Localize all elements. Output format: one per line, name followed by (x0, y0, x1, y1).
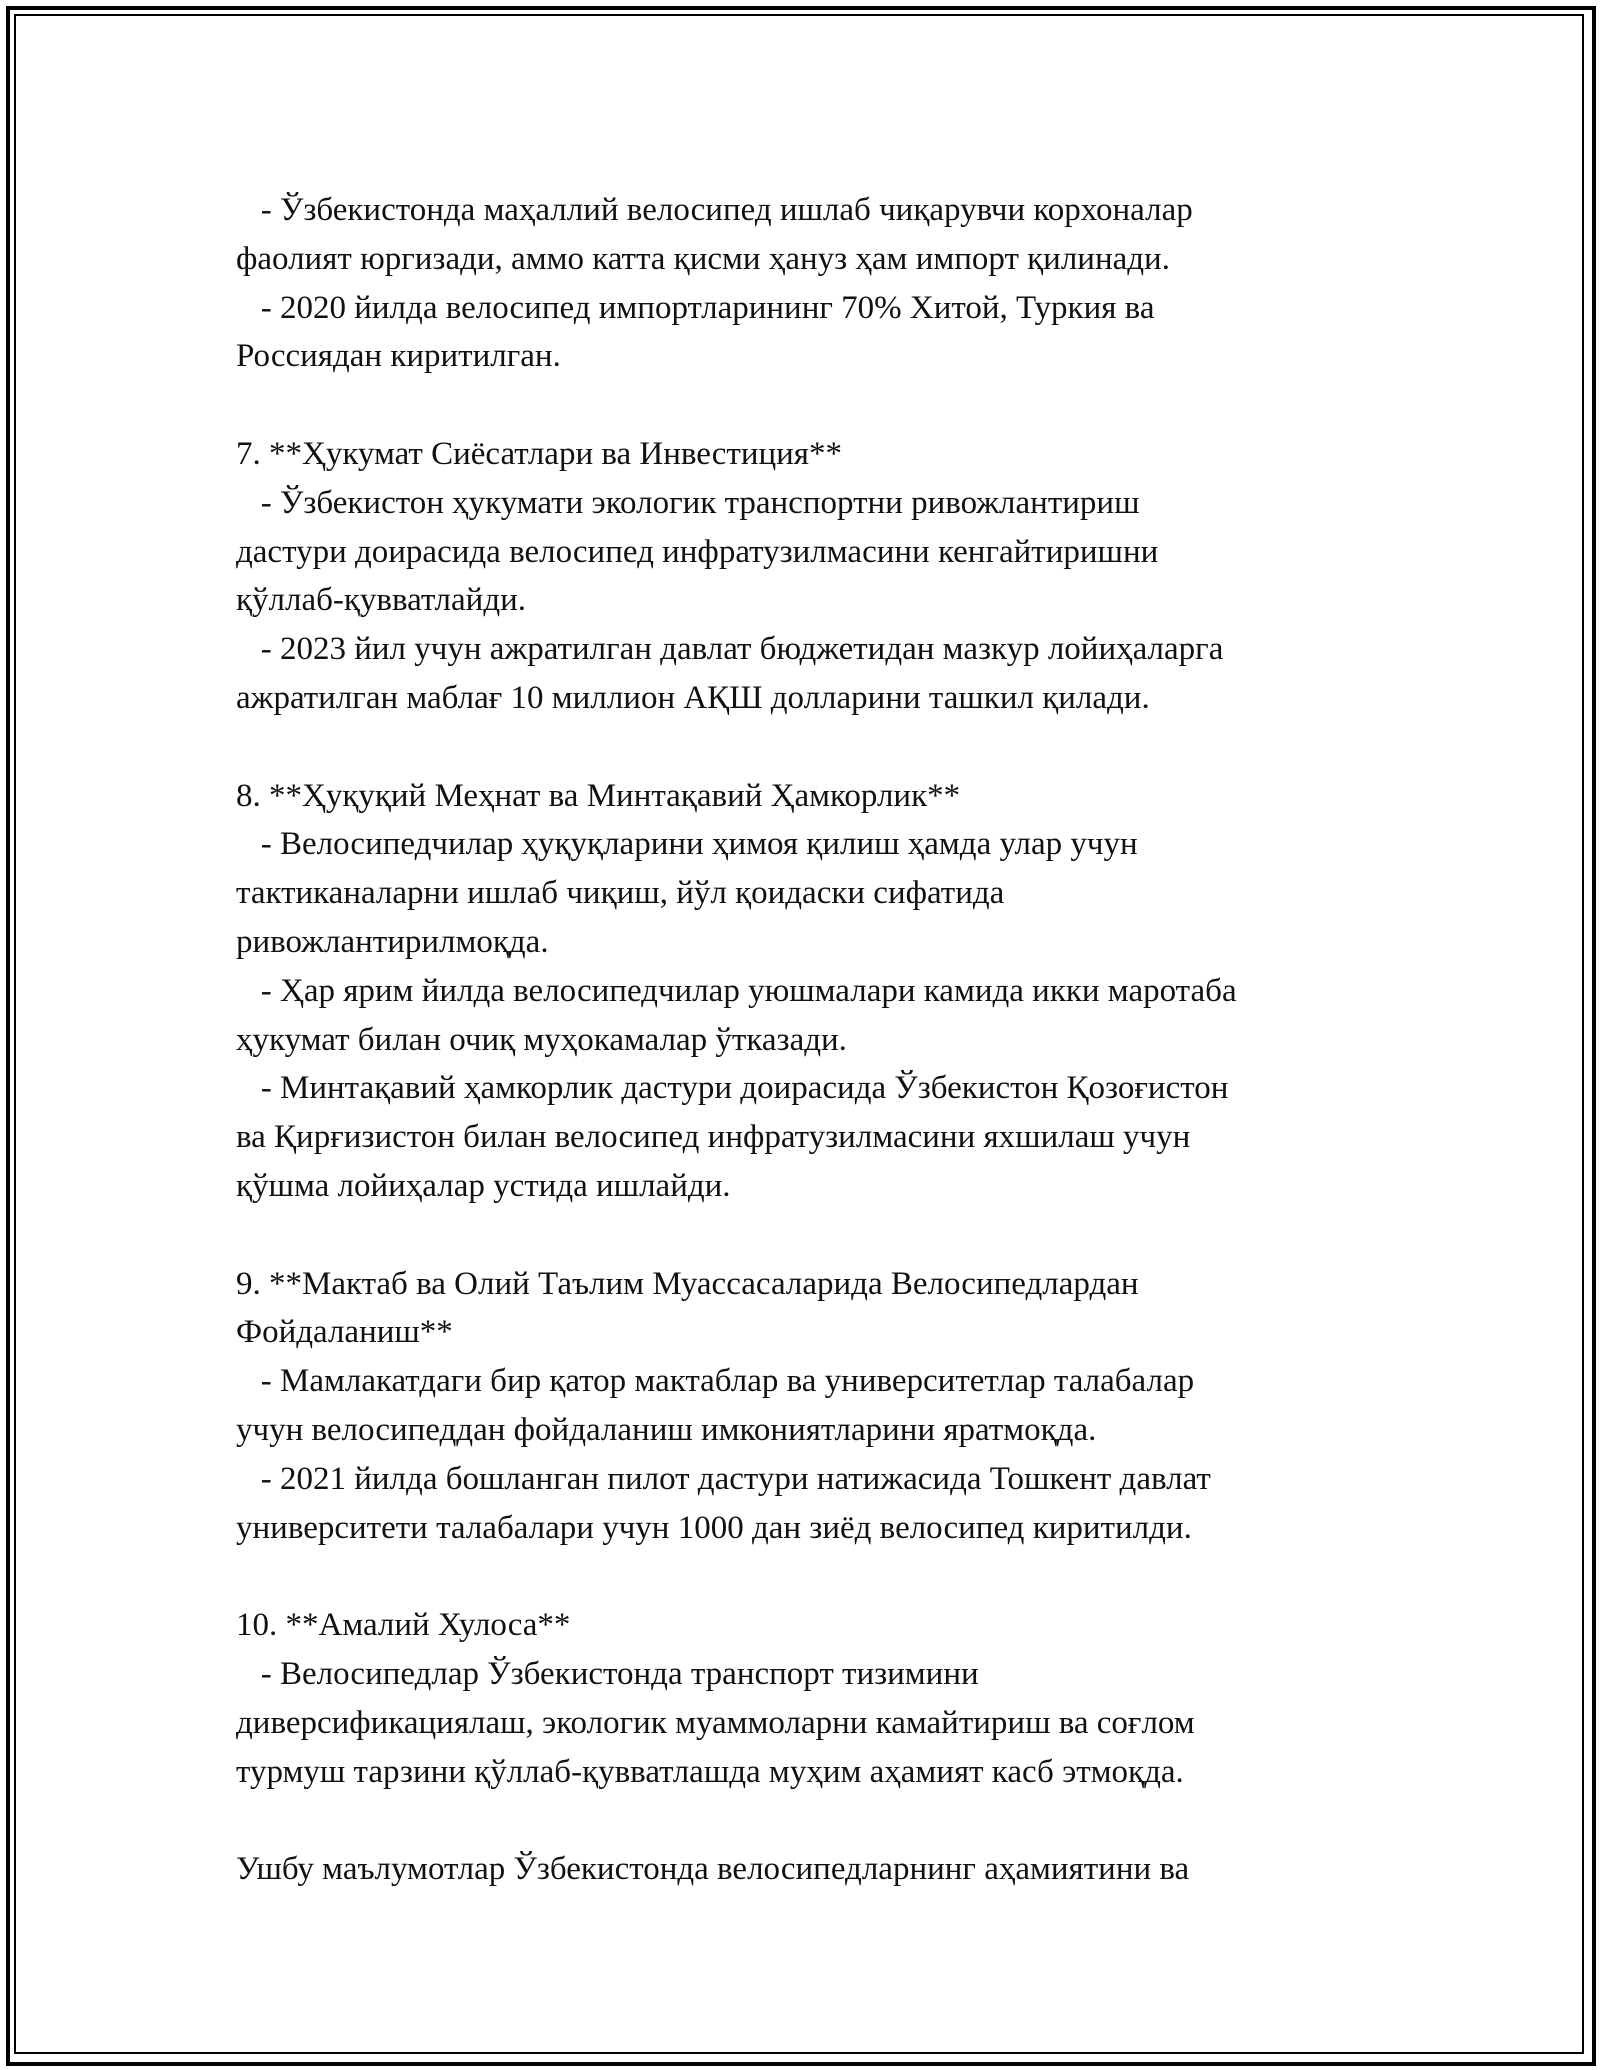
section-heading-7: 7. **Ҳукумат Сиёсатлари ва Инвестиция** (236, 435, 842, 472)
paragraph: - Ўзбекистон ҳукумати экологик транспортни ривожлантириш дастури доирасида велосипед инфратузилмасини кенгайтиришни қўллаб-қувватлайди. (236, 484, 1159, 619)
paragraph: - 2023 йил учун ажратилган давлат бюджетидан мазкур лойиҳаларга ажратилган маблағ 10 миллион АҚШ долларини ташкил қилади. (236, 631, 1224, 716)
paragraph: - 2020 йилда велосипед импортларининг 70% Хитой, Туркия ва Россиядан киритилган. (236, 289, 1155, 375)
paragraph-spacer (236, 723, 1416, 772)
paragraph: - 2021 йилда бошланган пилот дастури натижасида Тошкент давлат университети талабалари учун 1000 дан зиёд велосипед киритилди. (236, 1460, 1211, 1546)
paragraph: - Велосипедлар Ўзбекистонда транспорт тизимини диверсификациялаш, экологик муаммоларни камайтириш ва соғлом турмуш тарзини қўллаб-қувватлашда муҳим аҳамият касб этмоқда. (236, 1655, 1195, 1790)
document-body (236, 186, 1416, 1894)
paragraph-spacer (236, 1211, 1416, 1260)
paragraph: - Ҳар ярим йилда велосипедчилар уюшмалари камида икки маротаба ҳукумат билан очиқ муҳокамалар ўтказади. (236, 972, 1237, 1058)
paragraph-spacer (236, 381, 1416, 430)
paragraph: - Мамлакатдаги бир қатор мактаблар ва университетлар талабалар учун велосипеддан фойдаланиш имкониятларини яратмоқда. (236, 1363, 1195, 1448)
paragraph: - Велосипедчилар ҳуқуқларини ҳимоя қилиш ҳамда улар учун тактиканаларни ишлаб чиқиш, йўл қоидаски сифатида ривожлантирилмоқда. (236, 826, 1138, 960)
section-heading-10: 10. **Амалий Хулоса** (236, 1607, 571, 1644)
paragraph-spacer (236, 1552, 1416, 1601)
closing-paragraph: Ушбу маълумотлар Ўзбекистонда велосипедларнинг аҳамиятини ва (236, 1851, 1190, 1888)
paragraph: - Ўзбекистонда маҳаллий велосипед ишлаб чиқарувчи корхоналар фаолият юргизади, аммо катта қисми ҳануз ҳам импорт қилинади. (236, 192, 1193, 277)
paragraph: - Минтақавий ҳамкорлик дастури доирасида Ўзбекистон Қозоғистон ва Қирғизистон билан велосипед инфратузилмасини яхшилаш учун қўшма лойиҳалар устида ишлайди. (236, 1070, 1229, 1204)
paragraph-spacer (236, 1796, 1416, 1845)
section-heading-9: 9. **Мактаб ва Олий Таълим Муассасаларида Велосипедлардан Фойдаланиш** (236, 1265, 1139, 1351)
section-heading-8: 8. **Ҳуқуқий Меҳнат ва Минтақавий Ҳамкорлик** (236, 777, 961, 814)
